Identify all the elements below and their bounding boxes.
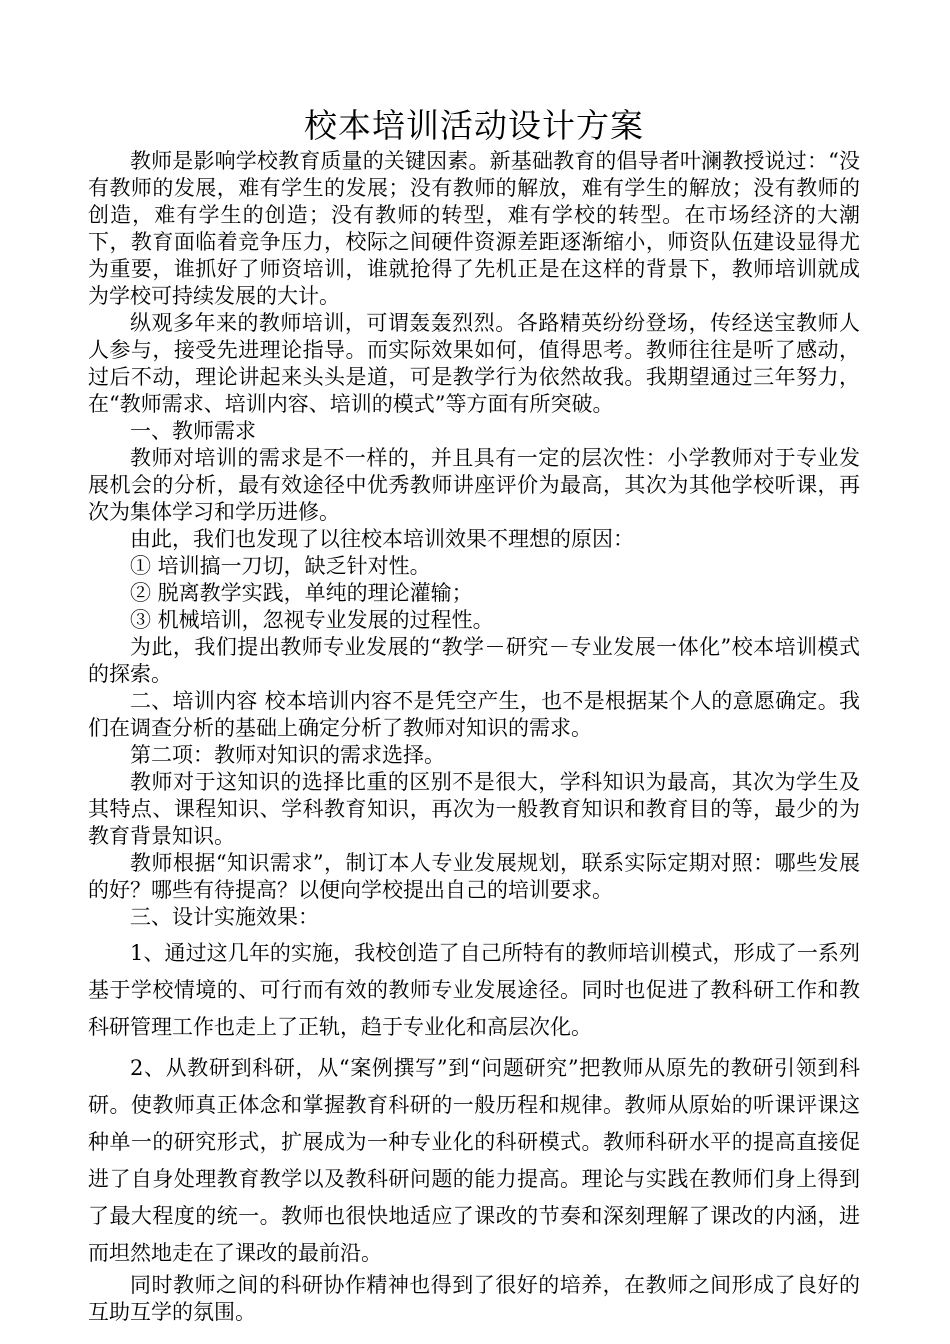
paragraph-model: 为此，我们提出教师专业发展的“教学－研究－专业发展一体化”校本培训模式的探索。 [88, 635, 860, 686]
section-training-content: 二、培训内容 校本培训内容不是凭空产生，也不是根据某个人的意愿确定。我们在调查分析的基础上确定分析了教师对知识的需求。 [88, 689, 860, 740]
paragraph-effect-1: 1、通过这几年的实施，我校创造了自己所特有的教师培训模式，形成了一系列基于学校情境的、可行而有效的教师专业发展途径。同时也促进了教科研工作和教科研管理工作也走上了正轨，趋于专业化和高层次化。 [88, 941, 860, 1039]
paragraph-effect-2-lead: 2、从教研到科研，从“案例撰写”到“问题研究”把教师从原先的教研引领到科研。使教师真正体念和掌握教育科研的一般历程和规律。教师从原始的听课评课这种单一的研究形式，扩展成为一种专业化的科研模式。教师科研水平的提高直接促进了自身处理教育教学以及教科研问题的能力提高。理论与实践在教师们身上得到了最大程度的统一。教师也很快地适应了课改的节奏和深刻理解了课改的内涵，进而坦然地走在了课改的最前沿。 [88, 1056, 860, 1265]
paragraph-knowledge-weight: 教师对于这知识的选择比重的区别不是很大，学科知识为最高，其次为学生及其特点、课程知识、学科教育知识，再次为一般教育知识和教育目的等，最少的为教育背景知识。 [88, 770, 860, 848]
paragraph-closing: 同时教师之间的科研协作精神也得到了很好的培养，在教师之间形成了良好的互助互学的氛围。 [88, 1273, 860, 1324]
paragraph-needs: 教师对培训的需求是不一样的，并且具有一定的层次性：小学教师对于专业发展机会的分析，最有效途径中优秀教师讲座评价为最高，其次为其他学校听课，再次为集体学习和学历进修。 [88, 446, 860, 524]
list-item-reason-2: ② 脱离教学实践，单纯的理论灌输； [130, 581, 473, 605]
list-item-reason-3: ③ 机械培训，忽视专业发展的过程性。 [130, 608, 494, 632]
list-item-reason-1: ① 培训搞一刀切，缺乏针对性。 [130, 554, 431, 578]
paragraph-knowledge-needs: 教师根据“知识需求”，制订本人专业发展规划，联系实际定期对照：哪些发展的好？哪些有待提高？以便向学校提出自己的培训要求。 [88, 851, 860, 902]
subheading-knowledge-choice: 第二项：教师对知识的需求选择。 [130, 743, 445, 767]
section-heading-teacher-needs: 一、教师需求 [130, 419, 256, 443]
document-title: 校本培训活动设计方案 [304, 106, 644, 145]
paragraph-intro: 教师是影响学校教育质量的关键因素。新基础教育的倡导者叶澜教授说过：“没有教师的发展，难有学生的发展；没有教师的解放，难有学生的解放；没有教师的创造，难有学生的创造；没有教师的转型，难有学校的转型。在市场经济的大潮下，教育面临着竞争压力，校际之间硬件资源差距逐渐缩小，师资队伍建设显得尤为重要，谁抓好了师资培训，谁就抢得了先机正是在这样的背景下，教师培训就成为学校可持续发展的大计。 [88, 149, 860, 308]
section-heading-effects: 三、设计实施效果： [130, 905, 319, 929]
paragraph-overview: 纵观多年来的教师培训，可谓轰轰烈烈。各路精英纷纷登场，传经送宝教师人人参与，接受先进理论指导。而实际效果如何，值得思考。教师往往是听了感动，过后不动，理论讲起来头头是道，可是教学行为依然故我。我期望通过三年努力，在“教师需求、培训内容、培训的模式”等方面有所突破。 [88, 311, 860, 416]
paragraph-reasons-intro: 由此，我们也发现了以往校本培训效果不理想的原因： [130, 527, 634, 551]
document-page [88, 104, 860, 1326]
